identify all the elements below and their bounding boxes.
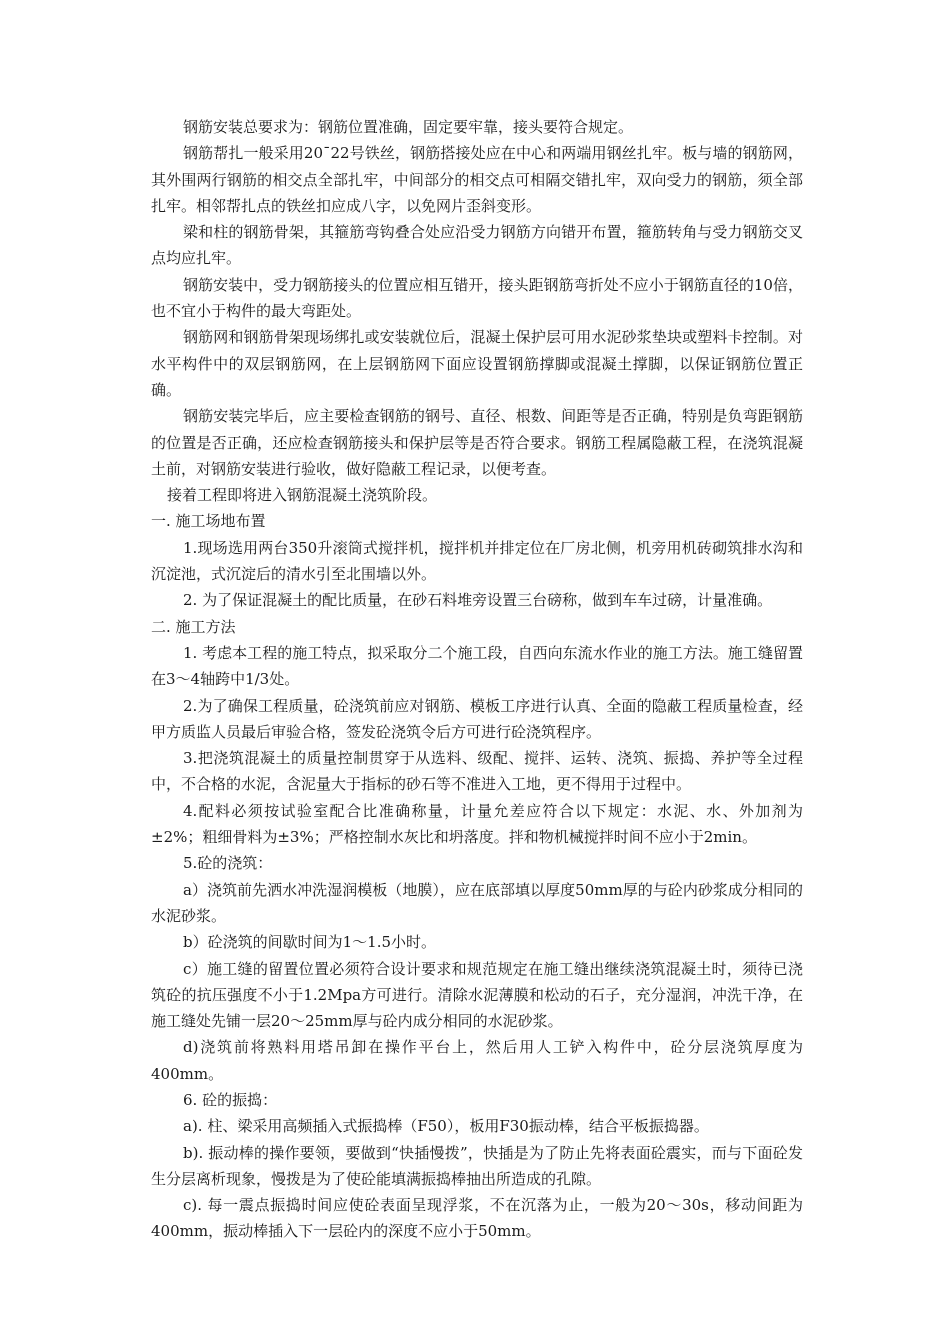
paragraph: a）浇筑前先洒水冲洗湿润模板（地膜），应在底部填以厚度50mm厚的与砼内砂浆成分相同的水泥砂浆。 [151,880,803,925]
subheading-concrete-vibration: 6. 砼的振捣： [183,1090,278,1109]
paragraph: 钢筋安装总要求为：钢筋位置准确，固定要牢靠，接头要符合规定。 [183,118,634,136]
paragraph: 钢筋网和钢筋骨架现场绑扎或安装就位后，混凝土保护层可用水泥砂浆垫块或塑料卡控制。对水平构件中的双层钢筋网，在上层钢筋网下面应设置钢筋撑脚或混凝土撑脚，以保证钢筋位置正确。 [151,328,803,399]
section-heading-construction-method: 二. 施工方法 [151,617,236,636]
paragraph: 钢筋安装中，受力钢筋接头的位置应相互错开，接头距钢筋弯折处不应小于钢筋直径的10倍，也不宜小于构件的最大弯距处。 [151,275,803,321]
paragraph: 4.配料必须按试验室配合比准确称量，计量允差应符合以下规定：水泥、水、外加剂为±2%；粗细骨料为±3%；严格控制水灰比和坍落度。拌和物机械搅拌时间不应小于2min。 [151,801,803,847]
paragraph: b）砼浇筑的间歇时间为1～1.5小时。 [183,933,437,952]
paragraph: c). 每一震点振捣时间应使砼表面呈现浮浆，不在沉落为止，一般为20～30s，移动间距为400mm，振动棒插入下一层砼内的深度不应小于50mm。 [151,1196,803,1241]
paragraph: 梁和柱的钢筋骨架，其箍筋弯钩叠合处应沿受力钢筋方向错开布置，箍筋转角与受力钢筋交叉点均应扎牢。 [151,223,803,268]
transition-sentence: 接着工程即将进入钢筋混凝土浇筑阶段。 [167,486,438,505]
document-body [151,114,803,1245]
paragraph: a). 柱、梁采用高频插入式振捣棒（F50），板用F30振动棒，结合平板振捣器。 [183,1117,709,1136]
paragraph: c）施工缝的留置位置必须符合设计要求和规范规定在施工缝出继续浇筑混凝土时，须待已浇筑砼的抗压强度不小于1.2Mpa方可进行。清除水泥薄膜和松动的石子，充分湿润，冲洗干净，在施工缝处先铺一层20～25mm厚与砼内成分相同的水泥砂浆。 [151,959,803,1031]
paragraph: d)浇筑前将熟料用塔吊卸在操作平台上，然后用人工铲入构件中，砼分层浇筑厚度为400mm。 [151,1038,803,1083]
paragraph: 2. 为了保证混凝土的配比质量，在砂石料堆旁设置三台磅称，做到车车过磅，计量准确。 [183,591,773,610]
paragraph: 钢筋帮扎一般采用20ˉ22号铁丝，钢筋搭接处应在中心和两端用钢丝扎牢。板与墙的钢筋网，其外围两行钢筋的相交点全部扎牢，中间部分的相交点可相隔交错扎牢，双向受力的钢筋，须全部扎牢。相邻帮扎点的铁丝扣应成八字，以免网片歪斜变形。 [151,144,803,215]
paragraph: 1.现场选用两台350升滚筒式搅拌机，搅拌机并排定位在厂房北侧，机旁用机砖砌筑排水沟和沉淀池，式沉淀后的清水引至北围墙以外。 [151,538,803,584]
section-heading-site-layout: 一. 施工场地布置 [151,512,266,531]
paragraph: b). 振动棒的操作要领，要做到“快插慢拨”，快插是为了防止先将表面砼震实，而与下面砼发生分层离析现象，慢拨是为了使砼能填满振捣棒抽出所造成的孔隙。 [151,1143,803,1188]
paragraph: 3.把浇筑混凝土的质量控制贯穿于从选料、级配、搅拌、运转、浇筑、振捣、养护等全过程中，不合格的水泥，含泥量大于指标的砂石等不准进入工地，更不得用于过程中。 [151,749,803,794]
paragraph: 钢筋安装完毕后，应主要检查钢筋的钢号、直径、根数、间距等是否正确，特别是负弯距钢筋的位置是否正确，还应检查钢筋接头和保护层等是否符合要求。钢筋工程属隐蔽工程，在浇筑混凝土前，对钢筋安装进行验收，做好隐蔽工程记录，以便考查。 [151,407,803,478]
paragraph: 2.为了确保工程质量，砼浇筑前应对钢筋、模板工序进行认真、全面的隐蔽工程质量检查，经甲方质监人员最后审验合格，签发砼浇筑令后方可进行砼浇筑程序。 [151,696,803,741]
subheading-concrete-pouring: 5.砼的浇筑： [183,854,273,873]
paragraph: 1. 考虑本工程的施工特点，拟采取分二个施工段，自西向东流水作业的施工方法。施工缝留置在3～4轴跨中1/3处。 [151,643,803,689]
